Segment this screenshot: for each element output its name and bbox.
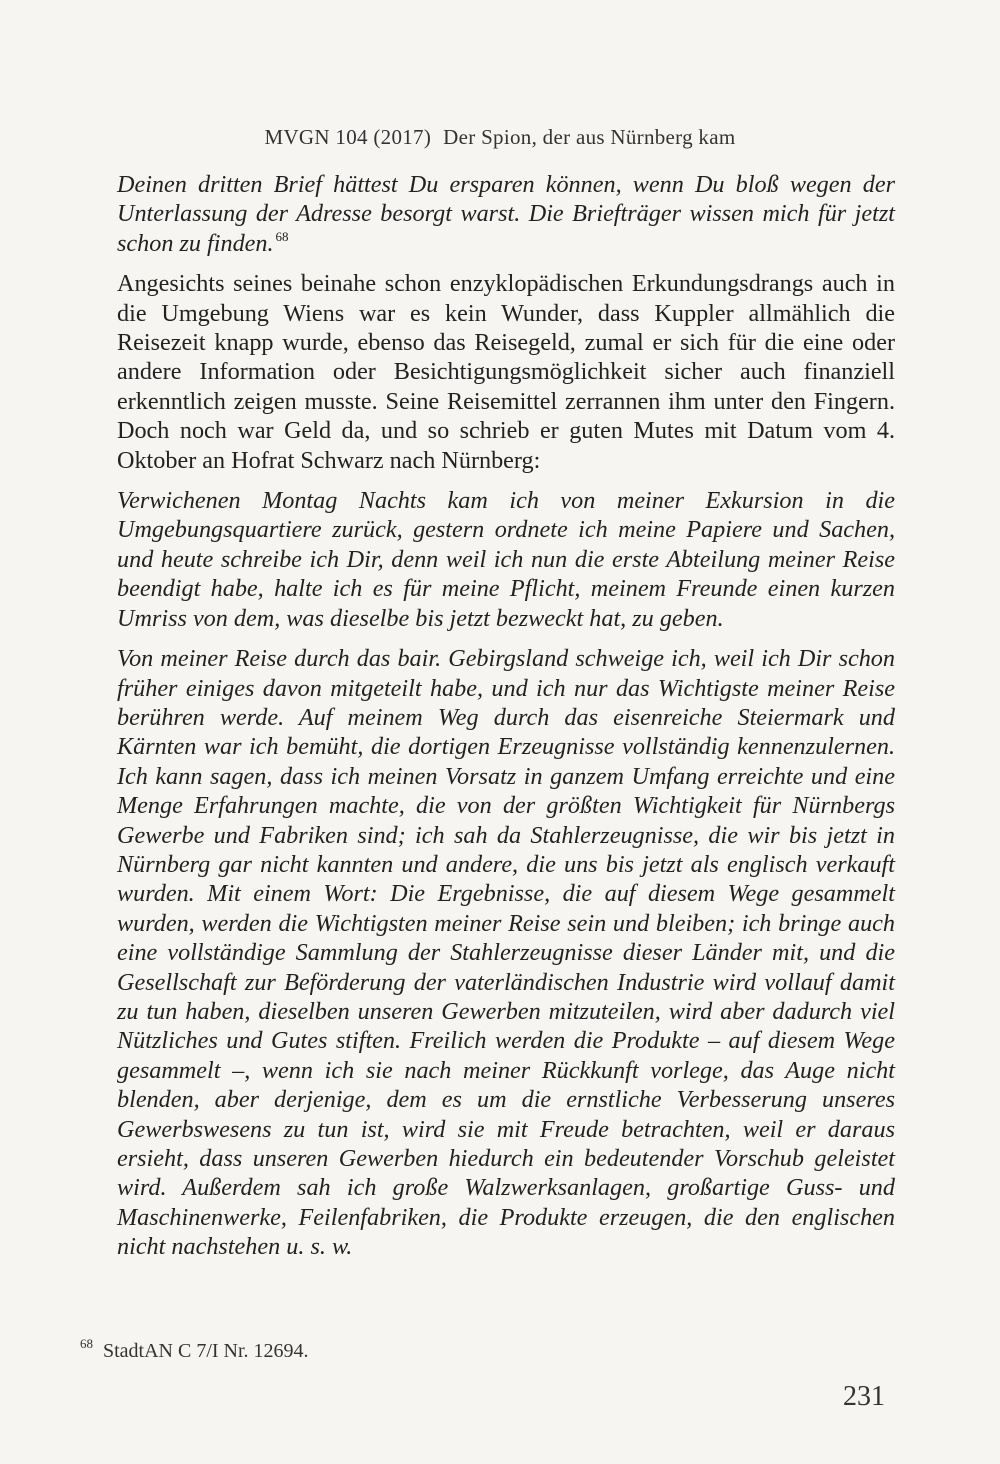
footnote-reference: 68 [275, 228, 289, 244]
running-head-journal: MVGN 104 (2017) [264, 125, 432, 149]
page-number: 231 [843, 1381, 885, 1412]
quote-text: Deinen dritten Brief hättest Du ersparen können, wenn Du bloß wegen der Unterlassung der Adresse besorgt warst. Die Briefträger wissen mich für jetzt schon zu finden. [117, 171, 895, 257]
quote-letter-excerpt [117, 170, 895, 258]
footnote-text: StadtAN C 7/I Nr. 12694. [103, 1340, 309, 1362]
main-text [117, 170, 895, 1262]
footnote-number: 68 [80, 1336, 93, 1351]
body-paragraph: Angesichts seines beinahe schon enzyklopädischen Erkundungsdrangs auch in die Umgebung Wiens war es kein Wunder, dass Kuppler allmählich die Reisezeit knapp wurde, ebenso das Reisegeld, zumal er sich für die eine oder andere Information oder Besichtigungsmöglichkeit sicher auch finanziell erkenntlich zeigen musste. Seine Reisemittel zerrannen ihm unter den Fingern. Doch noch war Geld da, und so schrieb er guten Mutes mit Datum vom 4. Oktober an Hofrat Schwarz nach Nürnberg: [117, 270, 895, 474]
block-quote-first: Verwichenen Montag Nachts kam ich von meiner Exkursion in die Umgebungsquartiere zurück, gestern ordnete ich meine Papiere und Sachen, und heute schreibe ich Dir, denn weil ich nun die erste Abteilung meiner Reise beendigt habe, halte ich es für meine Pflicht, meinem Freunde einen kurzen Umriss von dem, was dieselbe bis jetzt bezweckt hat, zu geben. [117, 487, 895, 632]
running-head [0, 125, 1000, 150]
footnote [80, 1336, 309, 1363]
running-head-title: Der Spion, der aus Nürnberg kam [443, 125, 736, 149]
block-quote-second: Von meiner Reise durch das bair. Gebirgsland schweige ich, weil ich Dir schon früher einiges davon mitgeteilt habe, und ich nur das Wichtigste meiner Reise berühren werde. Auf meinem Weg durch das eisenreiche Steiermark und Kärnten war ich bemüht, die dortigen Erzeugnisse vollständig kennenzulernen. Ich kann sagen, dass ich meinen Vorsatz in ganzem Umfang erreichte und eine Menge Erfahrungen machte, die von der größten Wichtigkeit für Nürnbergs Gewerbe und Fabriken sind; ich sah da Stahlerzeugnisse, die wir bis jetzt in Nürnberg gar nicht kannten und andere, die uns bis jetzt als englisch verkauft wurden. Mit einem Wort: Die Ergebnisse, die auf diesem Wege gesammelt wurden, werden die Wichtigsten meiner Reise sein und bleiben; ich bringe auch eine vollständige Sammlung der Stahlerzeugnisse dieser Länder mit, und die Gesellschaft zur Beförderung der vaterländischen Industrie wird vollauf damit zu tun haben, dieselben unseren Gewerben mitzuteilen, wird aber dadurch viel Nützliches und Gutes stiften. Freilich werden die Produkte – auf diesem Wege gesammelt –, wenn ich sie nach meiner Rückkunft vorlege, das Auge nicht blenden, aber derjenige, dem es um die ernstliche Verbesserung unseres Gewerbswesens zu tun ist, wird sie mit Freude betrachten, weil er daraus ersieht, dass unseren Gewerben hiedurch ein bedeutender Vorschub geleistet wird. Außerdem sah ich große Walzwerksanlagen, großartige Guss- und Maschinenwerke, Feilenfabriken, die Produkte erzeugen, die den englischen nicht nachstehen u. s. w. [117, 645, 895, 1261]
